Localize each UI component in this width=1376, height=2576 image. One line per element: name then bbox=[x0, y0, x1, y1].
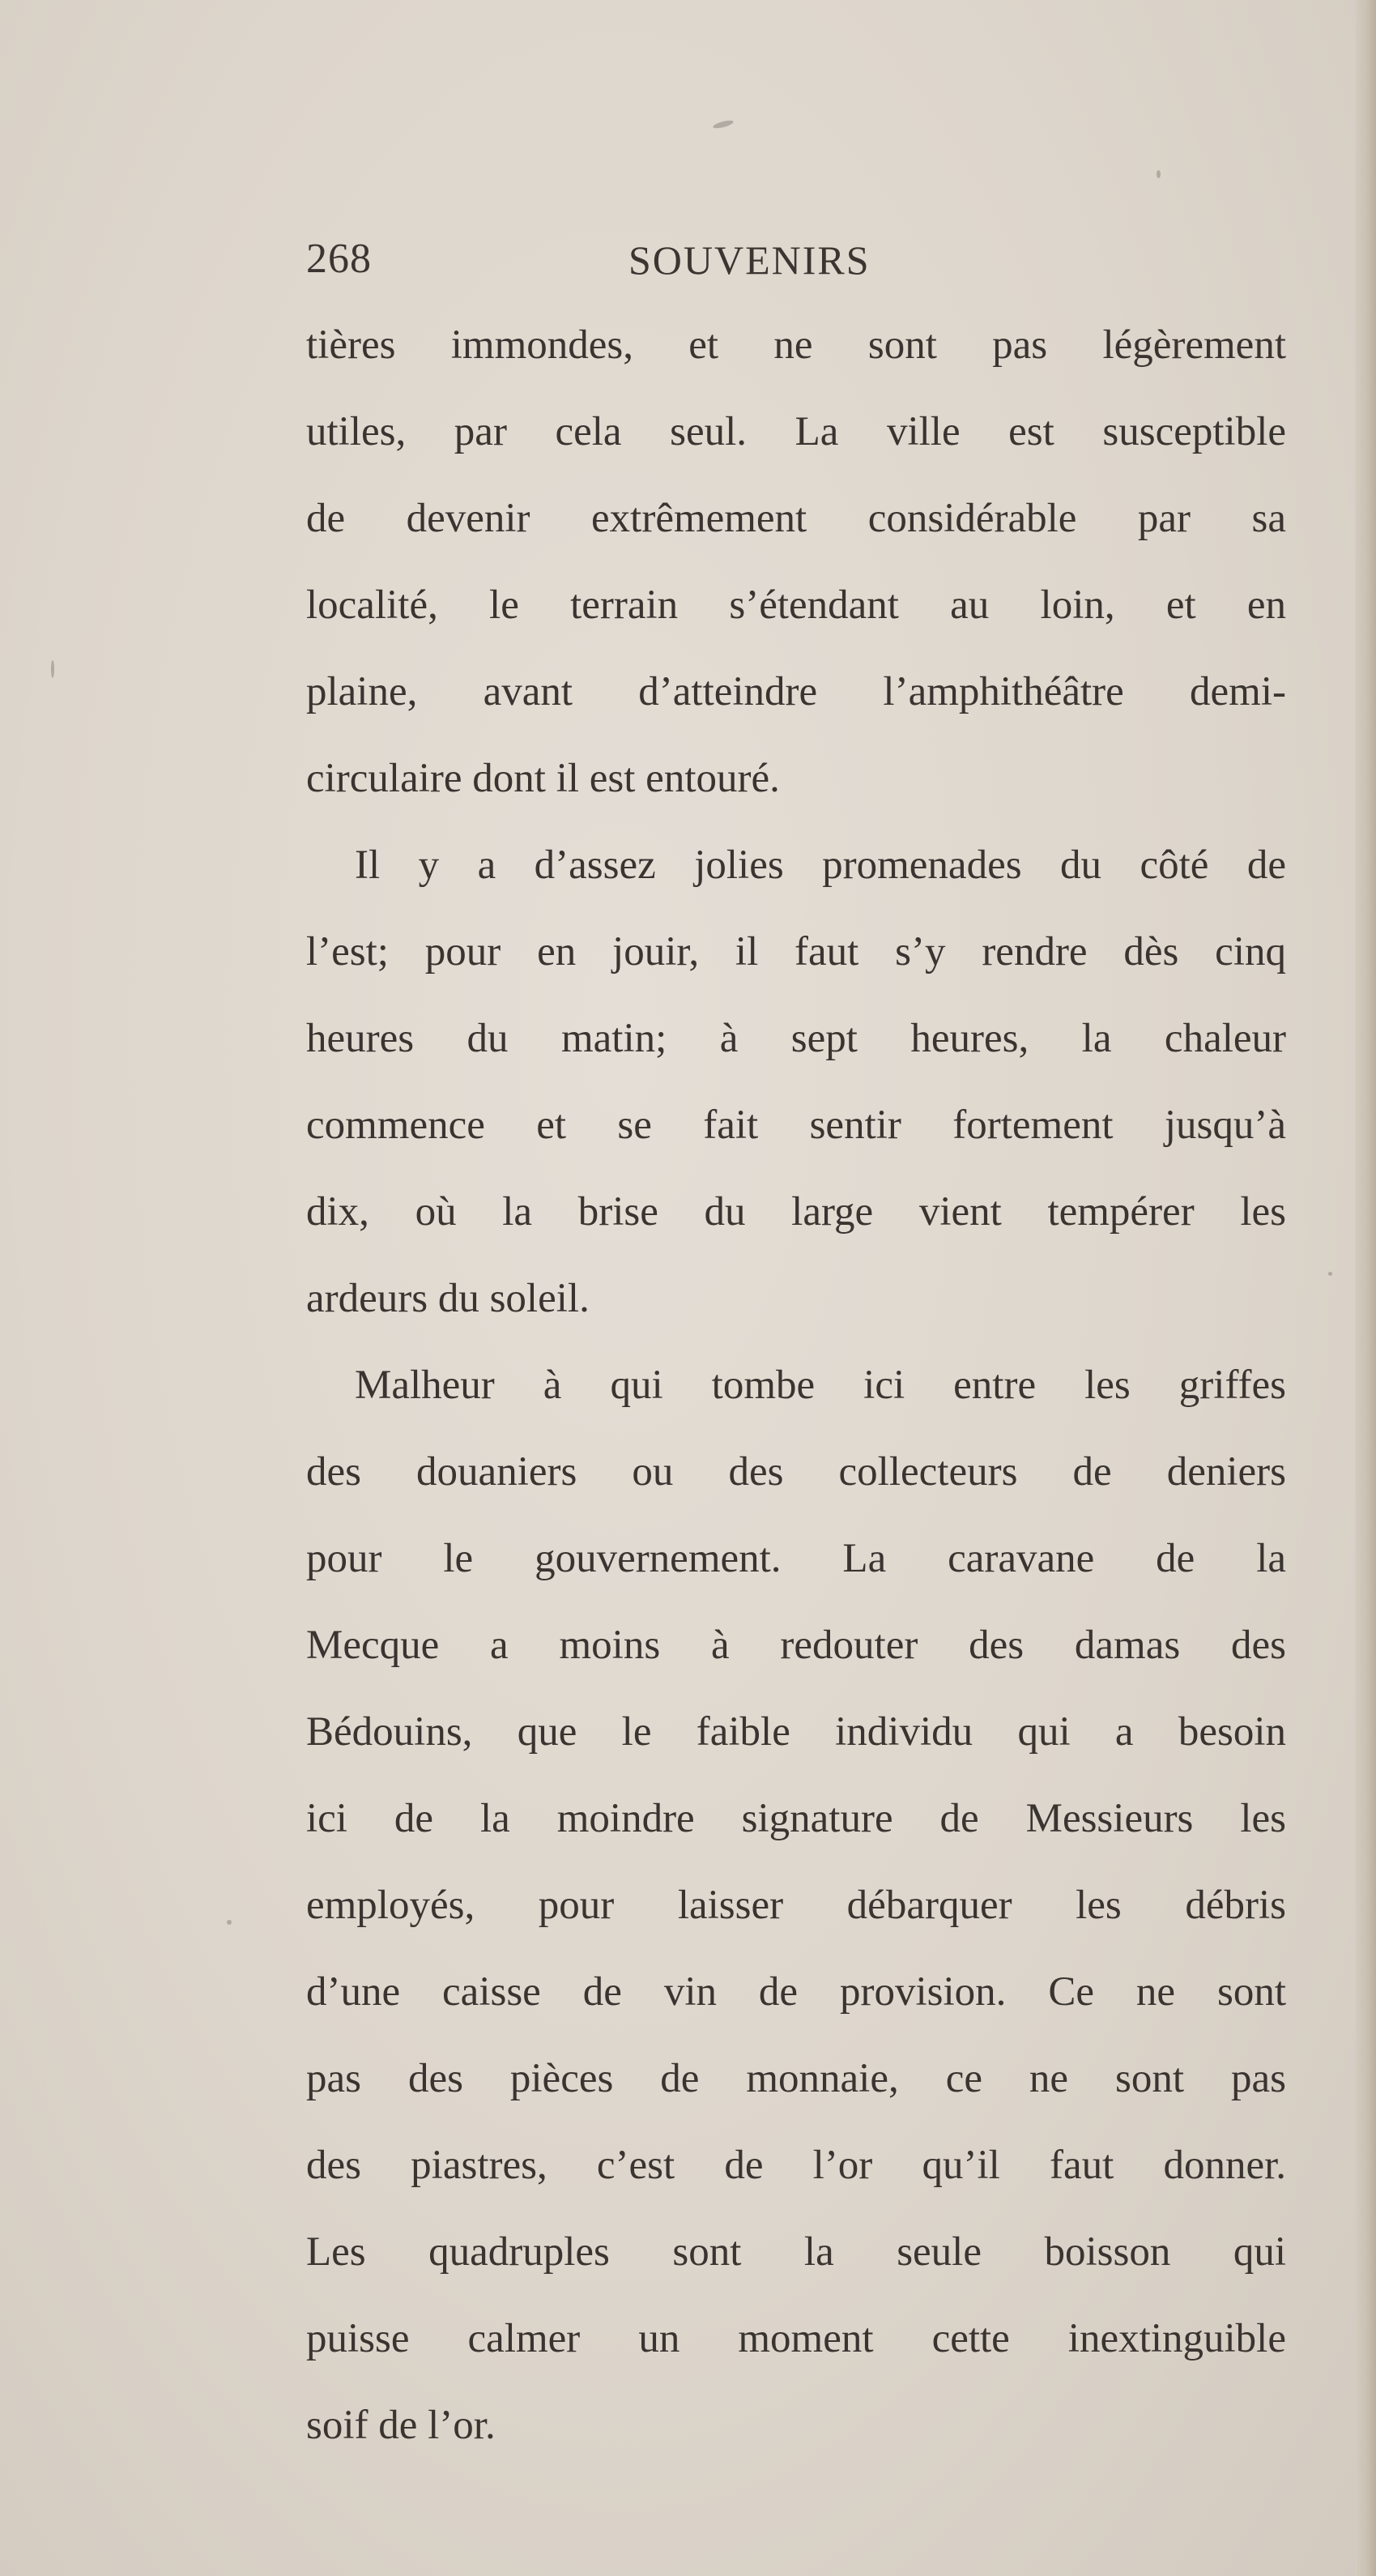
text-line: pour le gouvernement. La caravane de la bbox=[306, 1536, 1286, 1581]
paper-speck bbox=[1328, 1272, 1332, 1276]
text-line: dix, où la brise du large vient tempérer les bbox=[306, 1189, 1286, 1235]
page-header bbox=[306, 235, 1286, 300]
running-title: SOUVENIRS bbox=[628, 237, 871, 283]
paper-speck bbox=[1157, 170, 1161, 178]
text-line: des douaniers ou des collecteurs de deniers bbox=[306, 1449, 1286, 1495]
text-line: puisse calmer un moment cette inextinguible bbox=[306, 2316, 1286, 2361]
text-line: commence et se fait sentir fortement jusqu’à bbox=[306, 1102, 1286, 1148]
text-line: de devenir extrêmement considérable par sa bbox=[306, 496, 1286, 541]
paper-speck bbox=[713, 119, 735, 130]
text-line: Les quadruples sont la seule boisson qui bbox=[306, 2229, 1286, 2275]
text-line: ici de la moindre signature de Messieurs les bbox=[306, 1796, 1286, 1841]
page-gutter-shadow bbox=[1355, 0, 1376, 2576]
text-line: pas des pièces de monnaie, ce ne sont pas bbox=[306, 2056, 1286, 2101]
paragraph-start-line: Malheur à qui tombe ici entre les griffes bbox=[355, 1363, 1286, 1408]
paper-speck bbox=[51, 660, 54, 678]
text-line: tières immondes, et ne sont pas légèrement bbox=[306, 322, 1286, 368]
text-line: Mecque a moins à redouter des damas des bbox=[306, 1623, 1286, 1668]
text-line: l’est; pour en jouir, il faut s’y rendre dès cinq bbox=[306, 929, 1286, 975]
text-line: plaine, avant d’atteindre l’amphithéâtre demi- bbox=[306, 669, 1286, 714]
text-line: circulaire dont il est entouré. bbox=[306, 756, 780, 801]
paper-speck bbox=[227, 1920, 232, 1925]
text-line: des piastres, c’est de l’or qu’il faut donner. bbox=[306, 2143, 1286, 2188]
text-line: heures du matin; à sept heures, la chaleur bbox=[306, 1016, 1286, 1061]
text-line: localité, le terrain s’étendant au loin, et en bbox=[306, 582, 1286, 628]
text-line: employés, pour laisser débarquer les débris bbox=[306, 1883, 1286, 1928]
body-text bbox=[306, 302, 1286, 2469]
text-line: d’une caisse de vin de provision. Ce ne sont bbox=[306, 1969, 1286, 2015]
text-line: ardeurs du soleil. bbox=[306, 1276, 590, 1321]
page-number: 268 bbox=[306, 236, 372, 282]
text-line: soif de l’or. bbox=[306, 2403, 496, 2448]
text-line: Bédouins, que le faible individu qui a besoin bbox=[306, 1709, 1286, 1755]
paragraph-start-line: Il y a d’assez jolies promenades du côté de bbox=[355, 842, 1286, 888]
text-line: utiles, par cela seul. La ville est susceptible bbox=[306, 409, 1286, 454]
